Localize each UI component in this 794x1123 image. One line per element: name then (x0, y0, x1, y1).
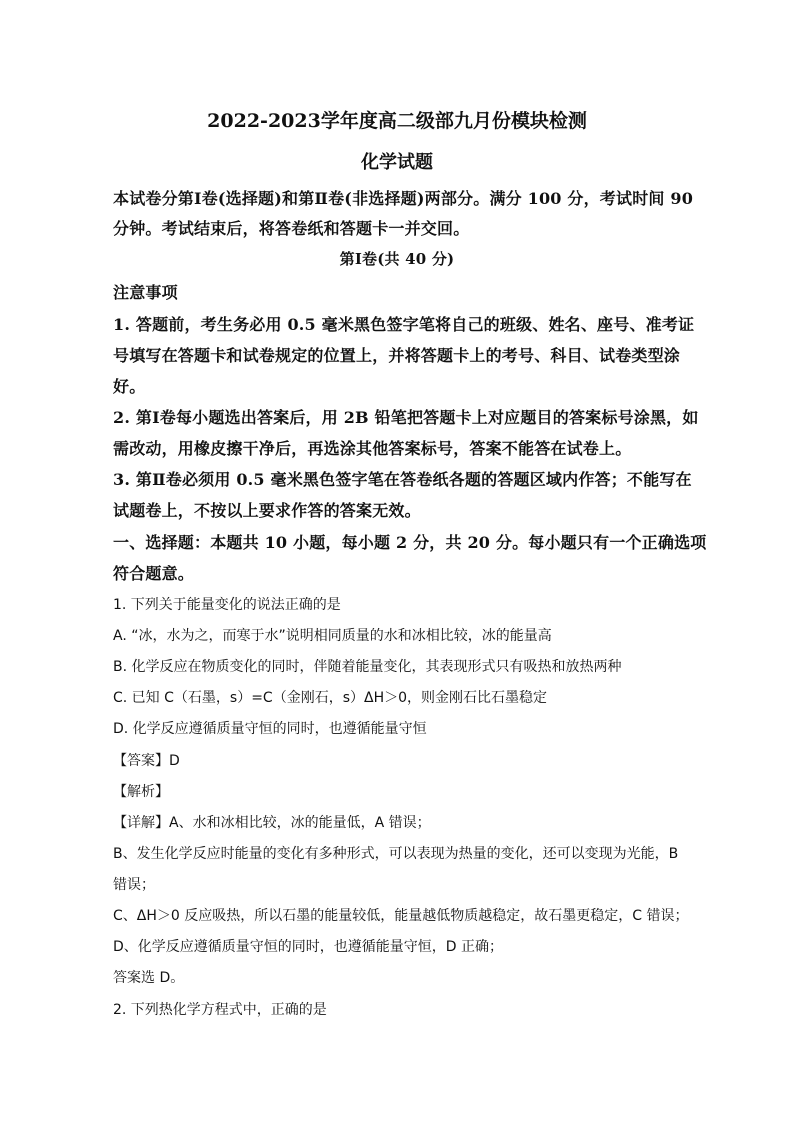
section-heading: 第Ⅰ卷(共 40 分) (339, 250, 455, 268)
notice-line: 2. 第Ⅰ卷每小题选出答案后，用 2B 铅笔把答题卡上对应题目的答案标号涂黑，如 (113, 408, 699, 427)
page-title: 2022-2023学年度高二级部九月份模块检测 (207, 110, 587, 132)
question-2-stem: 2. 下列热化学方程式中，正确的是 (113, 1002, 327, 1018)
page-subtitle: 化学试题 (361, 152, 433, 173)
analysis-line: 错误； (113, 877, 155, 893)
analysis-line: C、ΔH＞0 反应吸热，所以石墨的能量较低，能量越低物质越稳定，故石墨更稳定，C 错误； (113, 908, 689, 924)
question-1-analysis-label: 【解析】 (113, 784, 169, 800)
question-1-option-b: B. 化学反应在物质变化的同时，伴随着能量变化，其表现形式只有吸热和放热两种 (113, 659, 622, 675)
notice-line: 1. 答题前，考生务必用 0.5 毫米黑色签字笔将自己的班级、姓名、座号、准考证 (113, 315, 695, 334)
notice-line: 好。 (113, 377, 146, 396)
analysis-line: D、化学反应遵循质量守恒的同时，也遵循能量守恒，D 正确； (113, 939, 504, 955)
question-1-option-d: D. 化学反应遵循质量守恒的同时，也遵循能量守恒 (113, 721, 427, 737)
question-1-answer: 【答案】D (113, 753, 180, 769)
question-1-option-c: C. 已知 C（石墨，s）=C（金刚石，s）ΔH＞0，则金刚石比石墨稳定 (113, 690, 548, 706)
part1-heading: 一、选择题：本题共 10 小题，每小题 2 分，共 20 分。每小题只有一个正确选项 (113, 533, 707, 552)
analysis-line: 【详解】A、水和冰相比较，冰的能量低，A 错误； (113, 815, 431, 831)
notice-line: 试题卷上，不按以上要求作答的答案无效。 (113, 501, 421, 520)
notice-line: 需改动，用橡皮擦干净后，再选涂其他答案标号，答案不能答在试卷上。 (113, 439, 632, 458)
notice-line: 号填写在答题卡和试卷规定的位置上，并将答题卡上的考号、科目、试卷类型涂 (113, 346, 681, 365)
notice-line: 3. 第Ⅱ卷必须用 0.5 毫米黑色签字笔在答卷纸各题的答题区域内作答；不能写在 (113, 470, 692, 489)
question-1-option-a: A. “冰，水为之，而寒于水”说明相同质量的水和冰相比较，冰的能量高 (113, 628, 552, 644)
intro-line-2: 分钟。考试结束后，将答卷纸和答题卡一并交回。 (113, 219, 470, 238)
analysis-line: 答案选 D。 (113, 970, 185, 986)
part1-heading: 符合题意。 (113, 564, 195, 583)
analysis-line: B、发生化学反应时能量的变化有多种形式，可以表现为热量的变化，还可以变现为光能，B (113, 846, 679, 862)
intro-line-1: 本试卷分第Ⅰ卷(选择题)和第Ⅱ卷(非选择题)两部分。满分 100 分，考试时间 90 (113, 189, 694, 208)
notice-heading: 注意事项 (113, 283, 178, 302)
question-1-stem: 1. 下列关于能量变化的说法正确的是 (113, 597, 341, 613)
